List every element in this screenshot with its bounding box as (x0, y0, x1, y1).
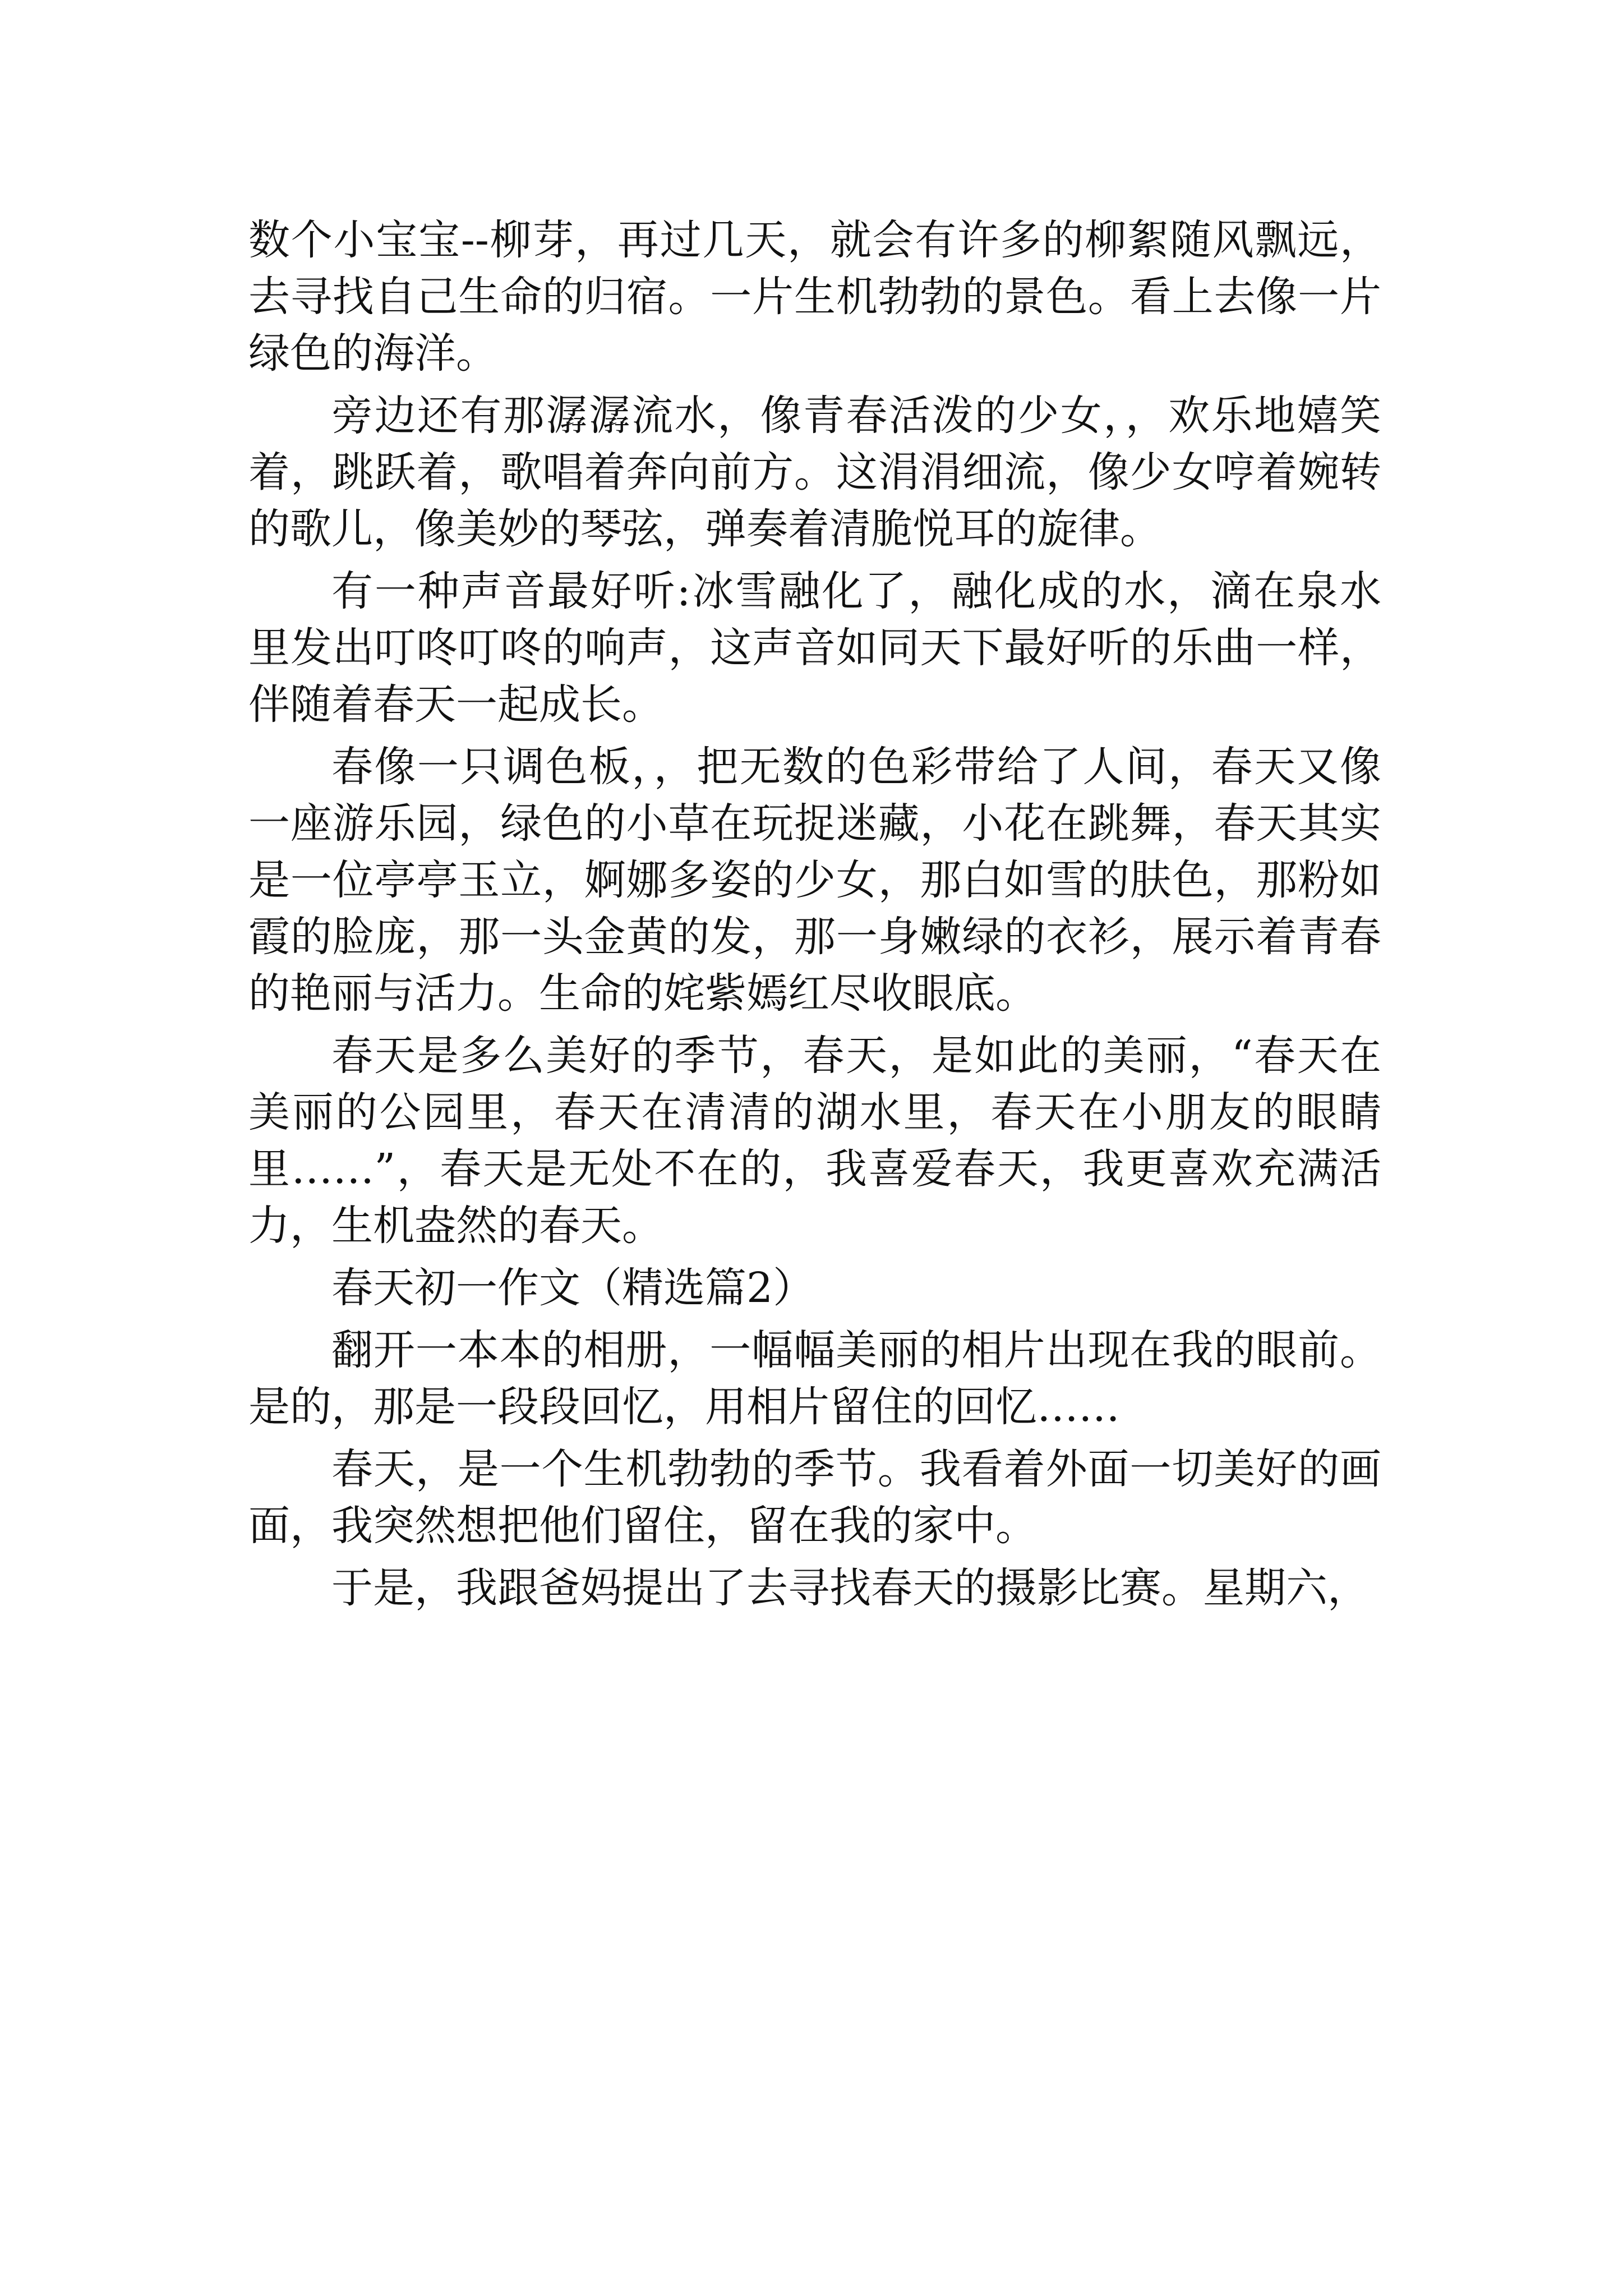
paragraph-2: 旁边还有那潺潺流水，像青春活泼的少女，，欢乐地嬉笑着，跳跃着，歌唱着奔向前方。这涓涓细流，像少女哼着婉转的歌儿，像美妙的琴弦，弹奏着清脆悦耳的旋律。 (248, 392, 1381, 553)
paragraph-1: 数个小宝宝--柳芽，再过几天，就会有许多的柳絮随风飘远，去寻找自己生命的归宿。一片生机勃勃的景色。看上去像一片绿色的海洋。 (248, 216, 1381, 378)
paragraph-3: 有一种声音最好听:冰雪融化了，融化成的水，滴在泉水里发出叮咚叮咚的响声，这声音如同天下最好听的乐曲一样，伴随着春天一起成长。 (248, 567, 1381, 729)
paragraph-5: 春天是多么美好的季节，春天，是如此的美丽，“春天在美丽的公园里，春天在清清的湖水里，春天在小朋友的眼睛里……”，春天是无处不在的，我喜爱春天，我更喜欢充满活力，生机盎然的春天。 (248, 1032, 1381, 1250)
paragraph-8: 于是，我跟爸妈提出了去寻找春天的摄影比赛。星期六， (331, 1564, 1369, 1612)
paragraph-6: 翻开一本本的相册，一幅幅美丽的相片出现在我的眼前。是的，那是一段段回忆，用相片留住的回忆…… (248, 1326, 1381, 1431)
document-body (248, 212, 1381, 1622)
section-heading: 春天初一作文（精选篇2） (331, 1264, 815, 1312)
paragraph-4: 春像一只调色板，，把无数的色彩带给了人间，春天又像一座游乐园，绿色的小草在玩捉迷藏，小花在跳舞，春天其实是一位亭亭玉立，婀娜多姿的少女，那白如雪的肤色，那粉如霞的脸庞，那一头金黄的发，那一身嫩绿的衣衫，展示着青春的艳丽与活力。生命的姹紫嫣红尽收眼底。 (248, 743, 1381, 1018)
paragraph-7: 春天，是一个生机勃勃的季节。我看着外面一切美好的画面，我突然想把他们留住，留在我的家中。 (248, 1445, 1381, 1550)
